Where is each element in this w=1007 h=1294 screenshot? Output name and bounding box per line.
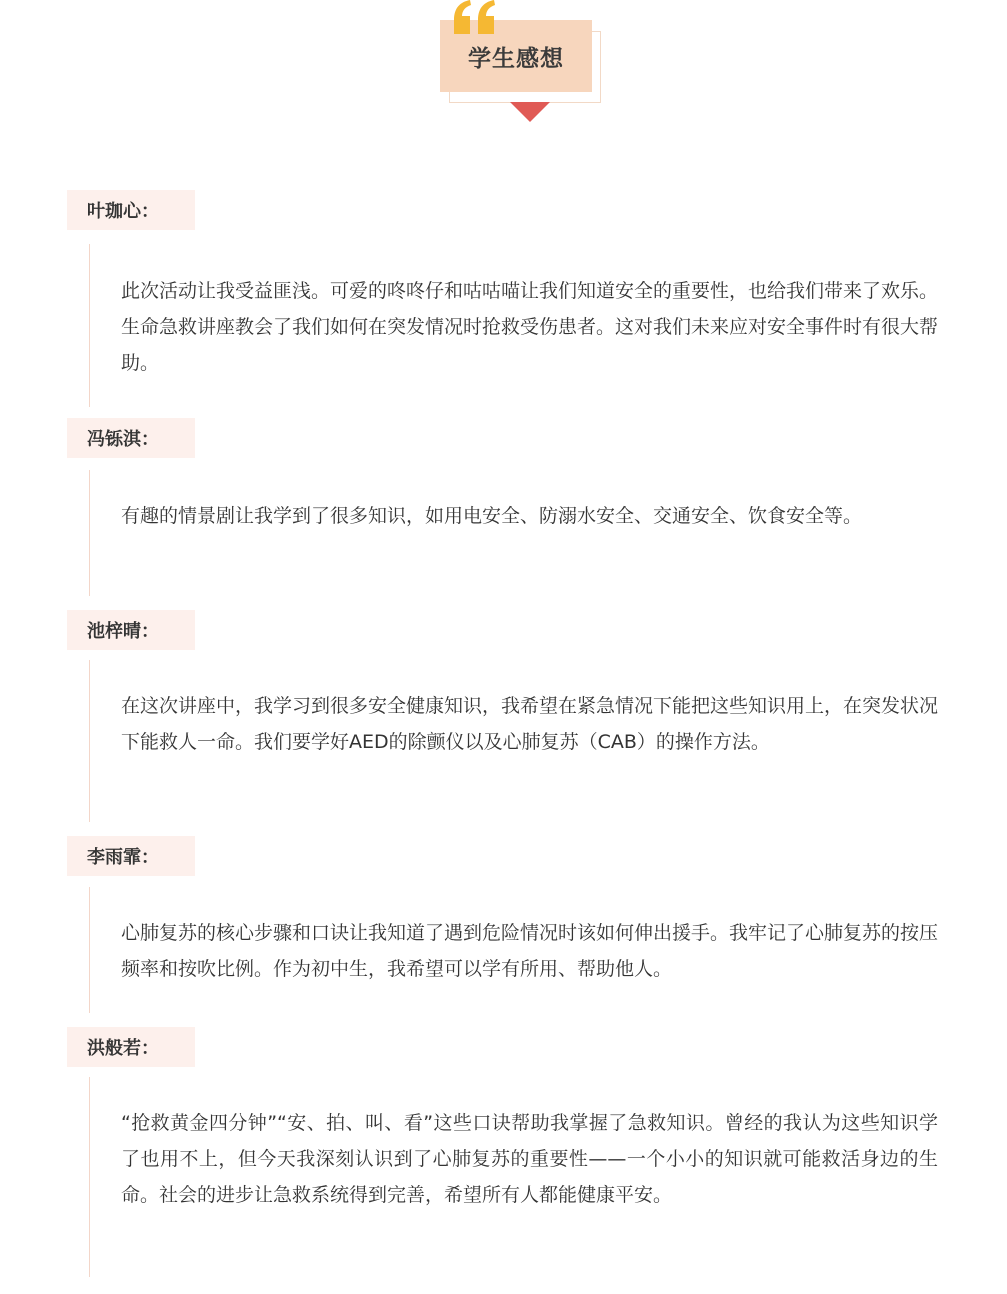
testimonial-text: 心肺复苏的核心步骤和口诀让我知道了遇到危险情况时该如何伸出援手。我牢记了心肺复苏的按压频率和按吹比例。作为初中生，我希望可以学有所用、帮助他人。 [121, 922, 939, 980]
testimonial-text: 有趣的情景剧让我学到了很多知识，如用电安全、防溺水安全、交通安全、饮食安全等。 [121, 505, 863, 527]
testimonial-text: “抢救黄金四分钟”“安、拍、叫、看”这些口诀帮助我掌握了急救知识。曾经的我认为这些知识学了也用不上，但今天我深刻认识到了心肺复苏的重要性——一个小小的知识就可能救活身边的生命。社会的进步让急救系统得到完善，希望所有人都能健康平安。 [121, 1112, 938, 1206]
testimonial-text-block [89, 244, 937, 407]
student-name: 李雨霏： [67, 836, 195, 876]
testimonial-text-block [89, 470, 937, 596]
testimonial-text: 此次活动让我受益匪浅。可爱的咚咚仔和咕咕喵让我们知道安全的重要性，也给我们带来了欢乐。生命急救讲座教会了我们如何在突发情况时抢救受伤患者。这对我们未来应对安全事件时有很大帮助。 [121, 280, 939, 374]
student-name: 冯铄淇： [67, 418, 195, 458]
student-name: 洪般若： [67, 1027, 195, 1067]
testimonial-text-block [89, 1077, 937, 1277]
student-name: 池梓晴： [67, 610, 195, 650]
quote-mark-icon [450, 0, 502, 34]
pointer-triangle-icon [510, 102, 550, 122]
testimonial-text-block [89, 887, 937, 1013]
testimonial-text-block [89, 660, 937, 822]
page-title: 学生感想 [468, 45, 564, 72]
testimonial-text: 在这次讲座中，我学习到很多安全健康知识，我希望在紧急情况下能把这些知识用上，在突发状况下能救人一命。我们要学好AED的除颤仪以及心肺复苏（CAB）的操作方法。 [121, 695, 939, 753]
section-header [0, 0, 1007, 130]
student-name: 叶珈心： [67, 190, 195, 230]
